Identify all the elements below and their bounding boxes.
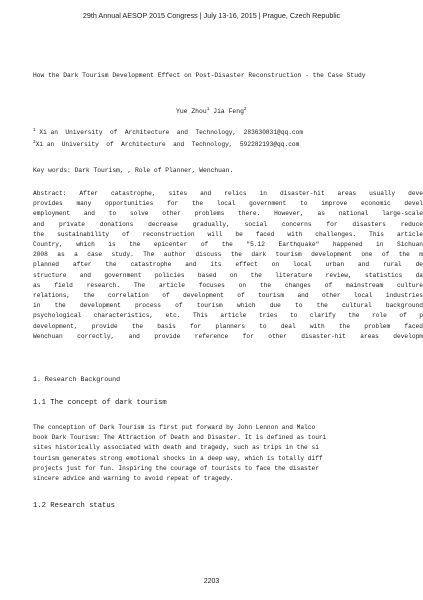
running-header: 29th Annual AESOP 2015 Congress | July 13-16, 2015 | Prague, Czech Republic <box>82 11 341 20</box>
author-1: Yue Zhou <box>176 108 207 116</box>
abstract-line: structure and government policies based on the literature review, statistics da <box>33 271 423 279</box>
abstract-line: employment and to solve other problems there. However, as national large-scale <box>33 210 423 218</box>
body-paragraph <box>33 423 423 484</box>
author-1-sup: 1 <box>206 107 210 112</box>
abstract-line: psychological characteristics, etc. This article tries to clarify the role of p <box>33 312 423 320</box>
affiliation-1-sup: 1 <box>33 128 36 133</box>
section-heading-1: 1. Research Background <box>33 376 121 383</box>
abstract-line: as field research. The article focuses on the changes of mainstream culture <box>33 281 423 289</box>
body-line: tourism generates strong emotional shocks in a deep way, which is totally diff <box>33 454 323 462</box>
abstract-line: in the development process of tourism which due to the cultural background <box>33 302 423 310</box>
body-line: projects just for fun. Inspiring the courage of tourists to face the disaster <box>33 464 319 472</box>
section-heading-1-1: 1.1 The concept of dark tourism <box>33 399 167 407</box>
affiliation-2-sup: 2 <box>33 140 36 145</box>
affiliation-2 <box>33 140 299 148</box>
abstract-line: development, provide the basis for planners to deal with the problem faced <box>33 322 423 330</box>
affiliation-1 <box>33 128 303 136</box>
section-heading-1-2: 1.2 Research status <box>33 502 115 510</box>
abstract-line: and private donations decrease gradually, social concerns for disasters reduce <box>33 220 423 228</box>
abstract-line: Wenchuan correctly, and provide reference for other disaster-hit areas developm <box>33 332 423 340</box>
abstract-line: Abstract: After catastrophe, sites and relics in disaster-hit areas usually deve <box>33 190 423 197</box>
abstract-line: the sustainability of reconstruction will be faced with challenges. This article <box>33 230 423 238</box>
abstract-line: 2008 as a case study. The author discuss the dark tourism development one of the m <box>33 251 423 259</box>
abstract-line: Country, which is the epicenter of the "5.12 Earthquake" happened in Sichuan <box>33 241 423 249</box>
body-line: sincere advice and warning to avoid repeat of tragedy. <box>33 475 234 483</box>
affiliation-1-text: Xi an University of Architecture and Technology, 283630831@qq.com <box>39 129 304 137</box>
keywords: Key words: Dark Tourism, , Role of Planner, Wenchuan. <box>33 167 234 174</box>
author-2: Jia Feng <box>213 108 244 116</box>
page-number: 2203 <box>203 578 220 585</box>
author-2-sup: 2 <box>243 107 247 112</box>
abstract-line: relations, the correlation of development of tourism and other local industries <box>33 292 423 300</box>
author-line <box>176 107 247 115</box>
body-line: The conception of Dark Tourism is first put forward by John Lennon and Malco <box>33 424 316 431</box>
affiliation-2-text: Xi an University of Architecture and Technology, 592282193@qq.com <box>35 141 300 149</box>
paper-title: How the Dark Tourism Development Effect on Post-Disaster Reconstruction - the Case Study <box>33 72 366 79</box>
abstract-line: planned after the catastrophe and its effect on local urban and rural de <box>33 261 423 269</box>
abstract-line: provides many opportunities for the local government to improve economic devel <box>33 200 423 208</box>
body-line: sites historically associated with death and tragedy, such as trips in the si <box>33 444 319 452</box>
body-line: book Dark Tourism: The Attraction of Death and Disaster. It is defined as touri <box>33 434 327 442</box>
abstract <box>33 189 423 342</box>
